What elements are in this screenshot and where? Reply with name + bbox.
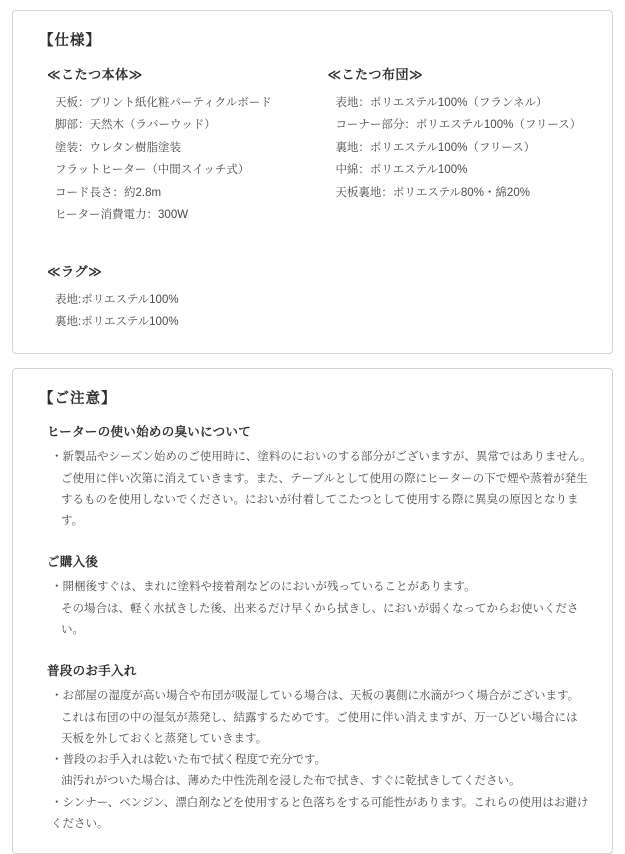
notice-line: これは布団の中の湿気が蒸発し、結露するためです。ご使用に伴い消えますが、万一ひどい場合には bbox=[61, 711, 578, 724]
notice-line: ご使用に伴い次第に消えていきます。また、テーブルとして使用の際にヒーターの下で煙や蒸着が発生 bbox=[61, 472, 588, 485]
spec-line: ヒーター消費電力：300W bbox=[55, 209, 189, 222]
spec-line: 天板裏地：ポリエステル80%・綿20% bbox=[335, 186, 530, 199]
spec-group-heading: ≪ラグ≫ bbox=[47, 263, 103, 279]
notice-section-daily-care bbox=[33, 661, 592, 835]
notice-section-heading: 普段のお手入れ bbox=[47, 664, 137, 679]
spec-line: 裏地:ポリエステル100% bbox=[55, 315, 179, 328]
specification-column-left bbox=[33, 64, 317, 335]
spec-line: フラットヒーター（中間スイッチ式） bbox=[55, 164, 250, 177]
spec-line: 表地：ポリエステル100%（フランネル） bbox=[335, 97, 548, 109]
spec-line: 中綿：ポリエステル100% bbox=[335, 164, 468, 177]
notice-line: ・普段のお手入れは乾いた布で拭く程度で充分です。 bbox=[51, 754, 327, 767]
notice-item bbox=[51, 447, 592, 532]
specification-columns bbox=[33, 64, 592, 335]
spec-line: 天板：プリント紙化粧パーティクルボード bbox=[55, 97, 272, 109]
notice-item bbox=[51, 793, 592, 836]
notice-line: ・シンナー、ベンジン、漂白剤などを使用すると色落ちをする可能性があります。これらの使用はお避けください。 bbox=[51, 796, 589, 830]
notice-section-after-purchase bbox=[33, 552, 592, 641]
notice-panel bbox=[12, 368, 613, 854]
notice-line: その場合は、軽く水拭きした後、出来るだけ早くから拭きし、においが弱くなってからお使いください。 bbox=[61, 602, 579, 636]
notice-line: 油汚れがついた場合は、薄めた中性洗剤を浸した布で拭き、すぐに乾拭きしてください。 bbox=[61, 775, 521, 788]
notice-line: 天板を外しておくと蒸発していきます。 bbox=[61, 732, 268, 745]
notice-section-heading: ご購入後 bbox=[47, 555, 99, 570]
spec-line: 脚部：天然木（ラバーウッド） bbox=[55, 119, 216, 132]
spec-line: コード長さ：約2.8m bbox=[55, 186, 162, 199]
spec-group-heading: ≪こたつ本体≫ bbox=[47, 67, 143, 82]
spec-line: 裏地：ポリエステル100%（フリース） bbox=[335, 141, 536, 154]
notice-section-heading: ヒーターの使い始めの臭いについて bbox=[47, 425, 252, 440]
specification-panel bbox=[12, 10, 613, 354]
specification-column-right bbox=[317, 64, 592, 335]
notice-line: するものを使用しないでください。においが付着してこたつとして使用する際に異臭の原因となります。 bbox=[61, 493, 579, 528]
notice-item bbox=[51, 686, 592, 750]
notice-section-heater-smell bbox=[33, 422, 592, 532]
specification-title: 【仕様】 bbox=[39, 33, 101, 49]
notice-line: ・開梱後すぐは、まれに塗料や接着剤などのにおいが残っていることがあります。 bbox=[51, 581, 476, 594]
notice-title: 【ご注意】 bbox=[39, 391, 117, 408]
notice-item bbox=[51, 750, 592, 793]
spec-group-kotatsu-body bbox=[47, 64, 317, 227]
notice-item bbox=[51, 577, 592, 641]
spec-line: 塗装：ウレタン樹脂塗装 bbox=[55, 141, 182, 154]
spec-group-heading: ≪こたつ布団≫ bbox=[327, 67, 424, 82]
notice-line: ・新製品やシーズン始めのご使用時に、塗料のにおいのする部分がございますが、異常ではありません。 bbox=[51, 451, 592, 464]
spec-line: 表地:ポリエステル100% bbox=[55, 293, 179, 306]
spec-group-rug bbox=[47, 261, 317, 334]
spec-group-kotatsu-futon bbox=[327, 64, 592, 204]
spec-line: コーナー部分：ポリエステル100%（フリース） bbox=[335, 119, 582, 132]
notice-line: ・お部屋の湿度が高い場合や布団が吸湿している場合は、天板の裏側に水滴がつく場合がございます。 bbox=[51, 690, 580, 703]
